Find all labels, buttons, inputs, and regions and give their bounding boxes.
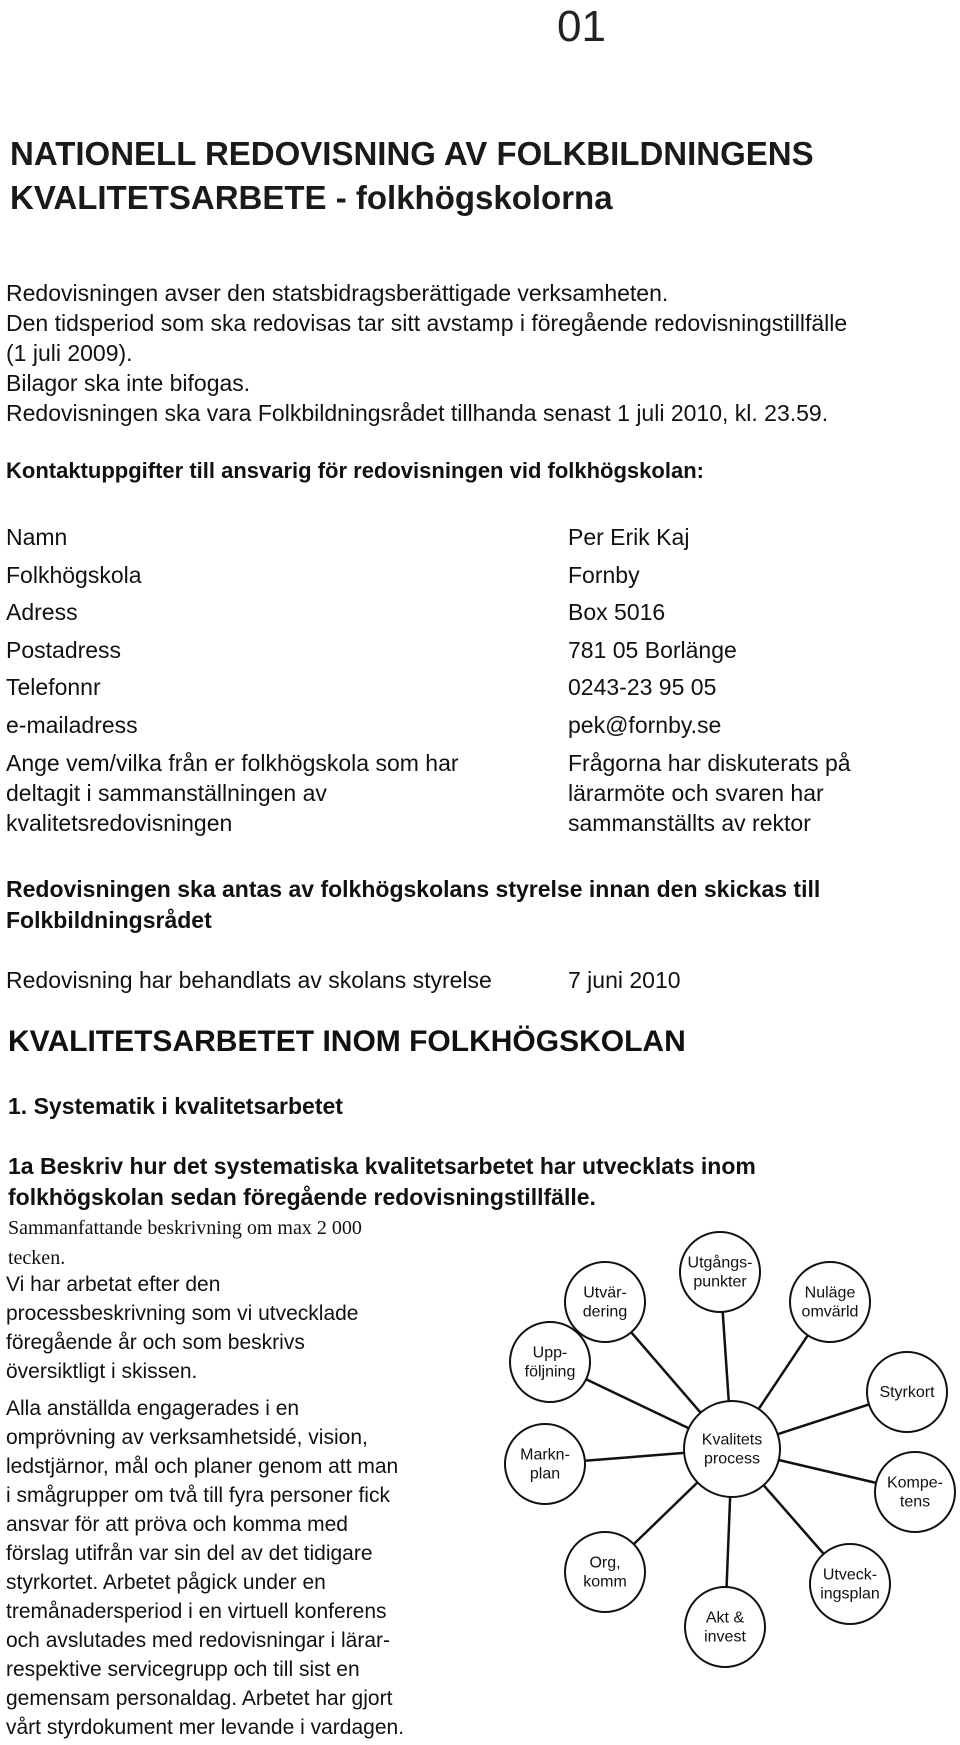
page-number: 01 [557,2,606,51]
contact-value-school: Fornby [568,562,640,588]
diagram-node-label: Utgångs- [687,1254,753,1272]
contact-value-phone: 0243-23 95 05 [568,674,717,700]
diagram-center-label: Kvalitets [701,1431,763,1449]
board-date: 7 juni 2010 [568,967,681,993]
paragraph-line: översiktligt i skissen. [6,1360,198,1383]
diagram-connector [634,1482,698,1544]
paragraph-line: Vi har arbetat efter den [6,1273,221,1296]
diagram-node-label: omvärld [801,1303,859,1321]
board-label: Redovisning har behandlats av skolans styrelse [6,967,492,993]
participants-label [6,748,459,838]
contact-value-email: pek@fornby.se [568,712,722,738]
contact-label-email: e-mailadress [6,712,138,738]
paragraph-line: gemensam personaldag. Arbetet har gjort [6,1687,393,1710]
contact-label-school: Folkhögskola [6,562,142,588]
participants-label-line: deltagit i sammanställningen av [6,780,327,806]
participants-value-line: sammanställts av rektor [568,810,811,836]
diagram-connector [586,1379,689,1428]
diagram-node [510,1322,590,1402]
diagram-connector [723,1312,729,1401]
diagram-node-label: dering [582,1303,628,1321]
contact-value-postal: 781 05 Borlänge [568,637,737,663]
intro-line: (1 juli 2009). [6,340,133,366]
paragraph-line: omprövning av verksamhetsidé, vision, [6,1426,368,1449]
contact-value-name: Per Erik Kaj [568,524,690,550]
diagram-node-label: tens [899,1493,931,1511]
diagram-node-label: plan [529,1465,561,1483]
diagram-connector [631,1332,700,1412]
title-line: KVALITETSARBETE - folkhögskolorna [10,179,613,216]
diagram-node-label: punkter [693,1273,747,1291]
diagram-connector [764,1485,824,1554]
diagram-node-label: ingsplan [820,1585,880,1603]
answer-hint [8,1213,478,1273]
question-1a [8,1151,938,1213]
intro-line: Redovisningen avser den statsbidragsberättigade verksamheten. [6,280,669,306]
diagram-node [505,1424,585,1504]
adopt-heading [6,874,926,936]
diagram-connector [727,1497,731,1587]
diagram-connector [585,1453,684,1461]
contact-heading: Kontaktuppgifter till ansvarig för redovisningen vid folkhögskolan: [6,458,704,483]
diagram-node-label: Kompe- [886,1474,944,1492]
paragraph-line: ansvar för att pröva och komma med [6,1513,348,1536]
diagram-node-label: följning [524,1363,576,1381]
contact-label-name: Namn [6,524,68,550]
participants-value-line: Frågorna har diskuterats på [568,750,851,776]
diagram-center-node [684,1401,780,1497]
diagram-node-label: Org, [589,1554,621,1572]
diagram-node-label: Akt & [705,1609,745,1627]
intro-line: Redovisningen ska vara Folkbildningsrådet tillhanda senast 1 juli 2010, kl. 23.59. [6,400,829,426]
diagram-node [875,1452,955,1532]
diagram-node-label: Styrkort [879,1384,935,1401]
hint-line: tecken. [8,1247,66,1269]
title-line: NATIONELL REDOVISNING AV FOLKBILDNINGENS [10,135,814,172]
diagram-node-label: invest [704,1628,746,1646]
participants-value-line: lärarmöte och svaren har [568,780,824,806]
question-line: 1a Beskriv hur det systematiska kvalitetsarbetet har utvecklats inom [8,1153,756,1179]
diagram-node [790,1262,870,1342]
diagram-center-label: process [703,1450,761,1468]
paragraph-line: föregående år och som beskrivs [6,1331,305,1354]
contact-label-phone: Telefonnr [6,674,101,700]
diagram-node-label: komm [583,1573,627,1591]
diagram-connector [778,1404,869,1434]
paragraph-line: förslag utifrån var sin del av det tidigare [6,1542,373,1565]
diagram-node-label: Utvär- [583,1284,627,1302]
answer-paragraph-1 [6,1270,486,1386]
contact-label-address: Adress [6,599,78,625]
adopt-heading-line: Redovisningen ska antas av folkhögskolans styrelse innan den skickas till [6,876,821,902]
intro-line: Den tidsperiod som ska redovisas tar sitt avstamp i föregående redovisningstillfälle [6,310,848,336]
diagram-node-label: Nuläge [804,1284,856,1302]
participants-label-line: kvalitetsredovisningen [6,810,233,836]
paragraph-line: tremånadersperiod i en virtuell konferens [6,1600,387,1623]
paragraph-line: Alla anställda engagerades i en [6,1397,300,1420]
question-line: folkhögskolan sedan föregående redovisningstillfälle. [8,1184,596,1210]
paragraph-line: styrkortet. Arbetet pågick under en [6,1571,326,1594]
diagram-node [565,1532,645,1612]
intro-text [6,278,946,428]
participants-label-line: Ange vem/vilka från er folkhögskola som har [6,750,459,776]
contact-value-address: Box 5016 [568,599,666,625]
intro-line: Bilagor ska inte bifogas. [6,370,251,396]
participants-value [568,748,851,838]
diagram-node-label: Upp- [532,1344,568,1362]
diagram-node [685,1587,765,1667]
adopt-heading-line: Folkbildningsrådet [6,907,212,933]
document-title [10,132,950,220]
diagram-node-label: Utveck- [822,1566,878,1584]
diagram-node [810,1544,890,1624]
answer-paragraph-2 [6,1394,486,1742]
hint-line: Sammanfattande beskrivning om max 2 000 [8,1217,362,1239]
paragraph-line: i smågrupper om två till fyra personer fick [6,1484,390,1507]
diagram-node [680,1232,760,1312]
paragraph-line: ledstjärnor, mål och planer genom att man [6,1455,399,1478]
paragraph-line: och avslutades med redovisningar i lärar- [6,1629,391,1652]
section-heading: KVALITETSARBETET INOM FOLKHÖGSKOLAN [8,1025,686,1058]
diagram-connector [759,1335,808,1409]
contact-label-postal: Postadress [6,637,122,663]
paragraph-line: vårt styrdokument mer levande i vardagen. [6,1716,405,1739]
diagram-node-label: Markn- [520,1446,570,1464]
paragraph-line: respektive servicegrupp och till sist en [6,1658,360,1681]
diagram-node [565,1262,645,1342]
paragraph-line: processbeskrivning som vi utvecklade [6,1302,359,1325]
quality-process-diagram [495,1222,960,1722]
subsection-heading: 1. Systematik i kvalitetsarbetet [8,1093,343,1119]
diagram-connector [779,1460,876,1483]
